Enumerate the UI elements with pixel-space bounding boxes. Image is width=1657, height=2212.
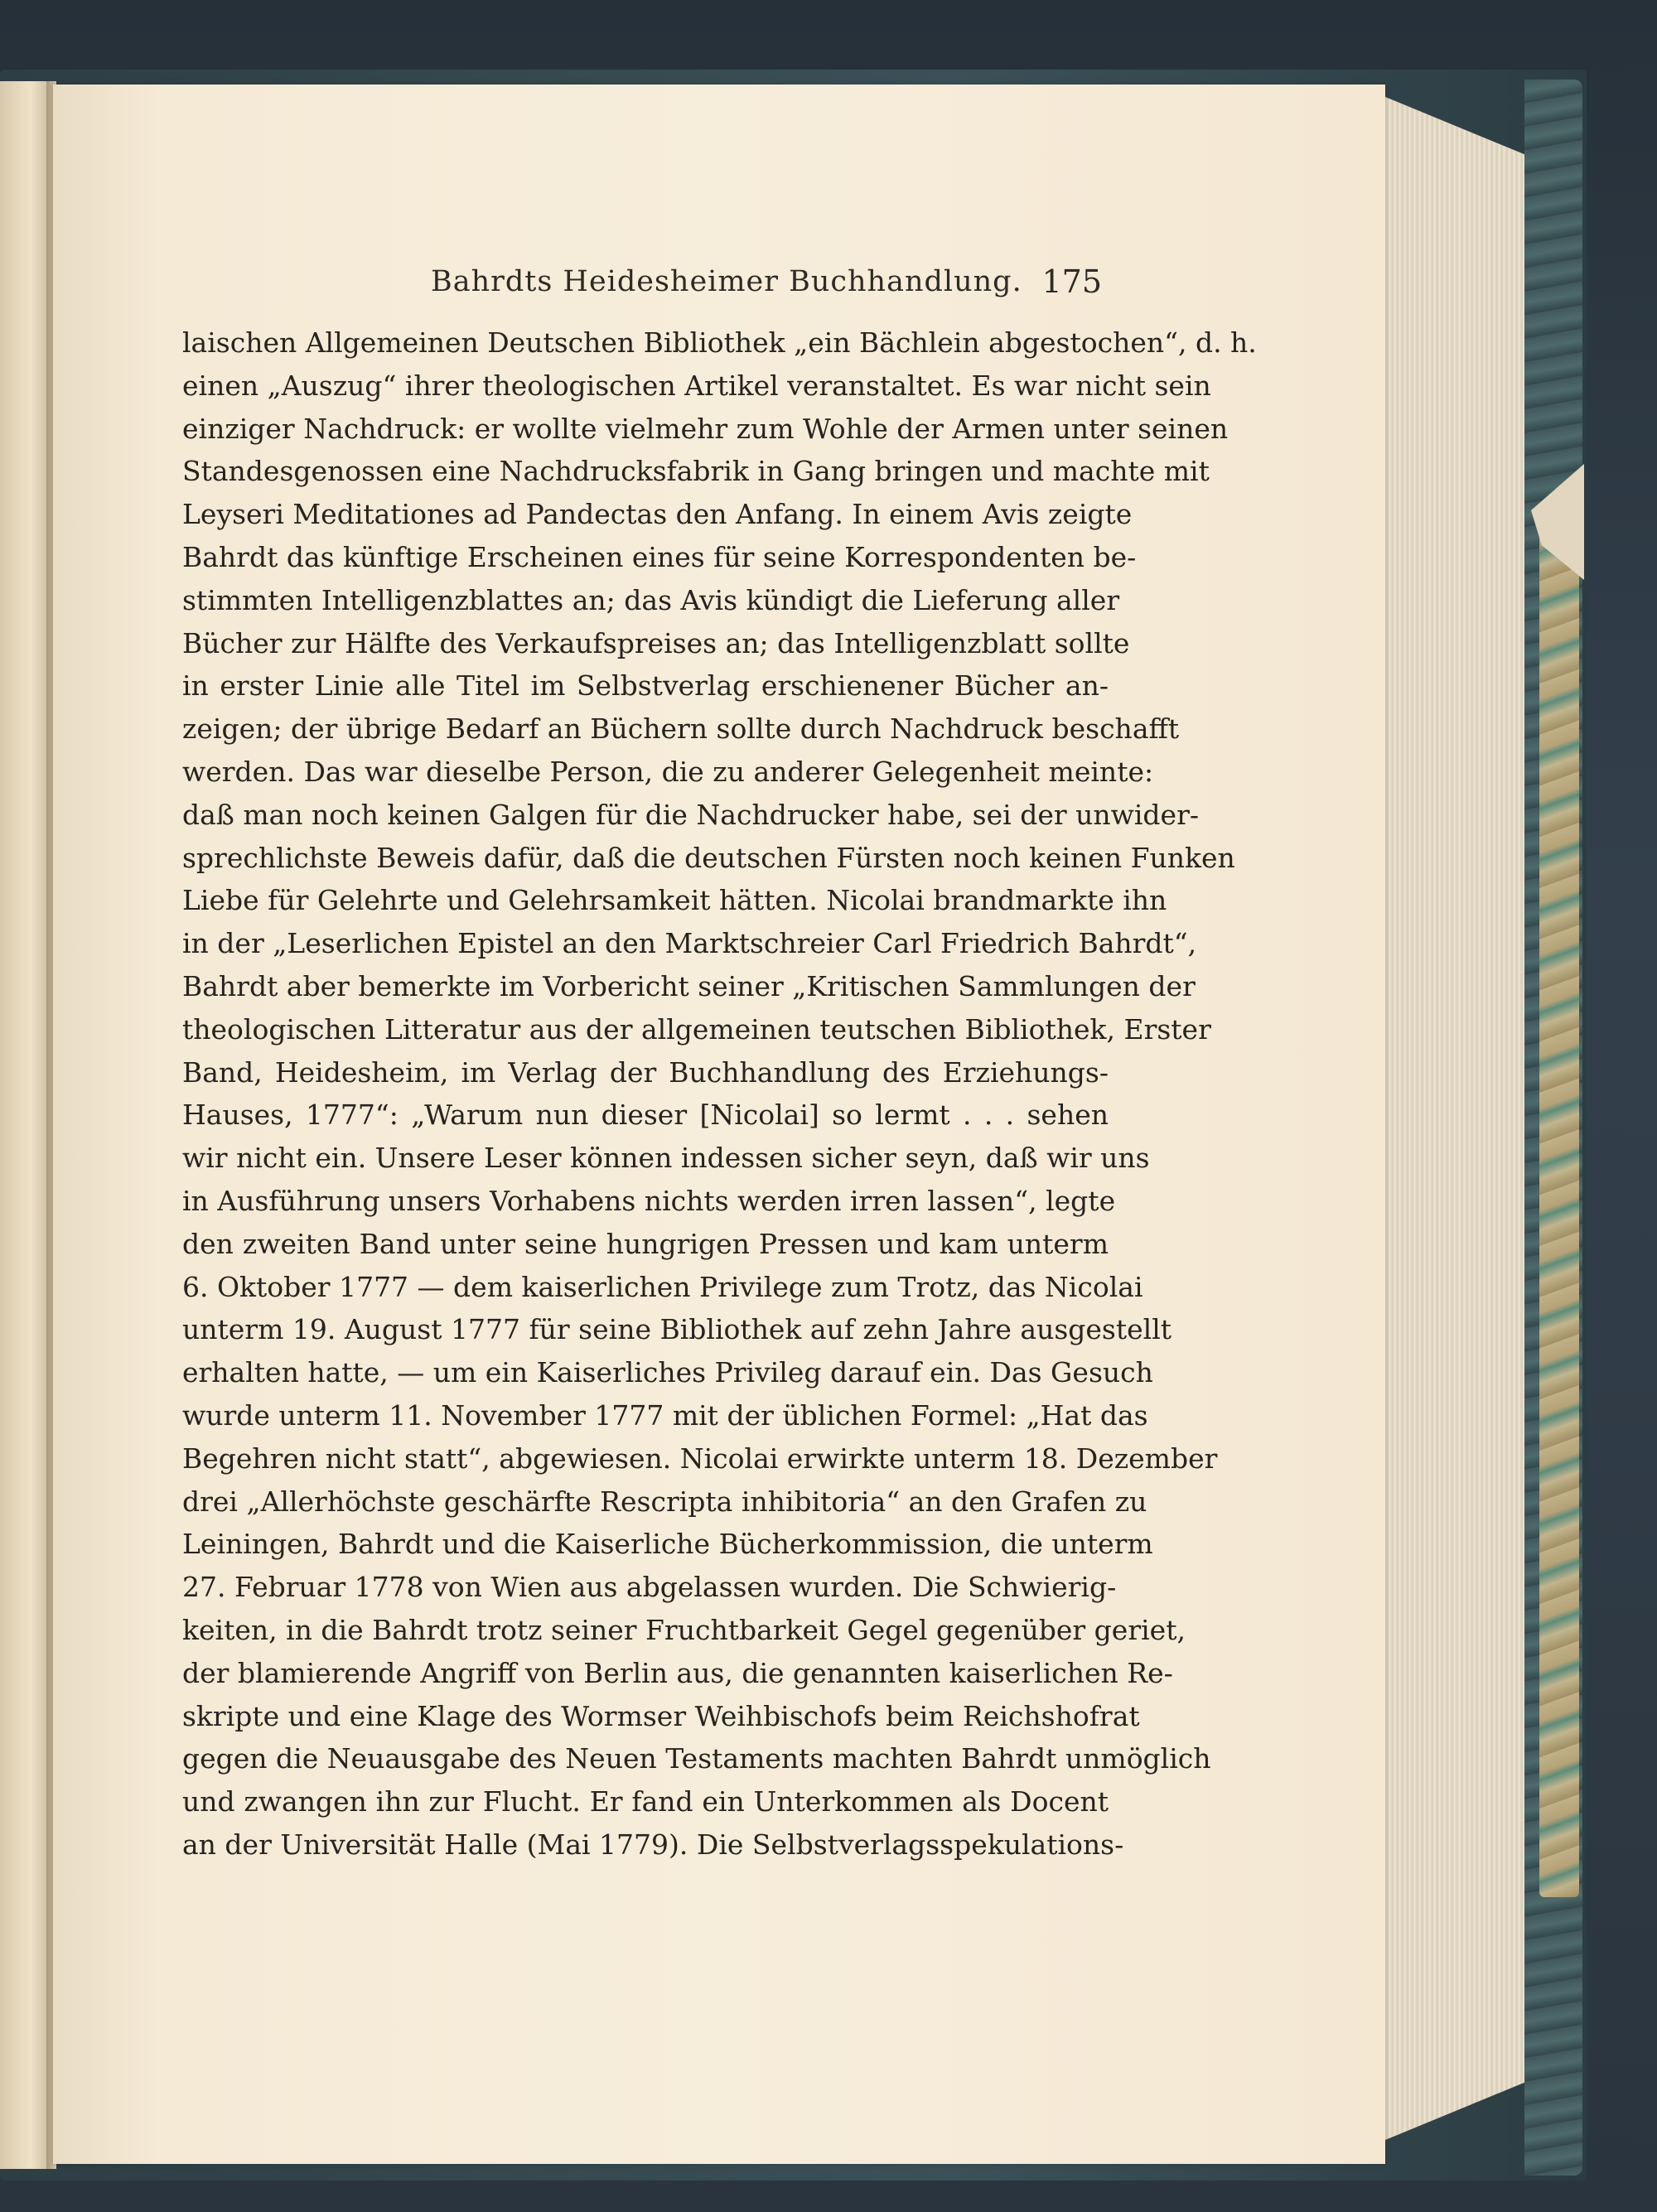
text-line: Standesgenossen eine Nachdrucksfabrik in Gang bringen und machte mit	[182, 455, 1210, 488]
text-line: Bücher zur Hälfte des Verkaufspreises an; das Intelligenzblatt sollte	[182, 626, 1130, 659]
page-block-edges	[1375, 93, 1524, 2144]
left-page-sliver	[0, 81, 51, 2169]
text-line: den zweiten Band unter seine hungrigen Pressen und kam unterm	[182, 1227, 1109, 1260]
marbled-endpaper	[1539, 530, 1579, 1897]
text-line: keiten, in die Bahrdt trotz seiner Fruchtbarkeit Gegel gegenüber geriet,	[182, 1613, 1186, 1646]
text-line: in erster Linie alle Titel im Selbstverlag erschienener Bücher an-	[182, 669, 1109, 703]
text-line: 6. Oktober 1777 — dem kaiserlichen Privilege zum Trotz, das Nicolai	[182, 1270, 1143, 1303]
text-line: und zwangen ihn zur Flucht. Er fand ein Unterkommen als Docent	[182, 1785, 1109, 1818]
text-line: gegen die Neuausgabe des Neuen Testaments machten Bahrdt unmöglich	[182, 1742, 1211, 1775]
text-line: Begehren nicht statt“, abgewiesen. Nicolai erwirkte unterm 18. Dezember	[182, 1442, 1218, 1475]
text-line: in Ausführung unsers Vorhabens nichts werden irren lassen“, legte	[182, 1184, 1116, 1217]
text-line: in der „Leserlichen Epistel an den Marktschreier Carl Friedrich Bahrdt“,	[182, 927, 1197, 960]
text-line: sprechlichste Beweis dafür, daß die deutschen Fürsten noch keinen Funken	[182, 841, 1235, 874]
text-line: Hauses, 1777“: „Warum nun dieser [Nicolai] so lermt . . . sehen	[182, 1099, 1109, 1132]
text-line: unterm 19. August 1777 für seine Bibliothek auf zehn Jahre ausgestellt	[182, 1313, 1172, 1346]
text-line: zeigen; der übrige Bedarf an Büchern sollte durch Nachdruck beschafft	[182, 712, 1180, 746]
text-line: wurde unterm 11. November 1777 mit der üblichen Formel: „Hat das	[182, 1398, 1148, 1432]
text-line: einen „Auszug“ ihrer theologischen Artikel veranstaltet. Es war nicht sein	[182, 369, 1211, 402]
running-head: Bahrdts Heidesheimer Buchhandlung.	[431, 265, 1022, 298]
body-text	[182, 321, 1257, 1867]
text-line: wir nicht ein. Unsere Leser können indessen sicher seyn, daß wir uns	[182, 1142, 1150, 1175]
text-line: laischen Allgemeinen Deutschen Bibliothek „ein Bächlein abgestochen“, d. h.	[182, 326, 1257, 359]
text-line: stimmten Intelligenzblattes an; das Avis kündigt die Lieferung aller	[182, 583, 1120, 616]
text-line: 27. Februar 1778 von Wien aus abgelassen wurden. Die Schwierig-	[182, 1571, 1117, 1604]
text-line: Liebe für Gelehrte und Gelehrsamkeit hätten. Nicolai brandmarkte ihn	[182, 884, 1167, 917]
text-line: der blamierende Angriff von Berlin aus, die genannten kaiserlichen Re-	[182, 1656, 1173, 1689]
text-line: werden. Das war dieselbe Person, die zu anderer Gelegenheit meinte:	[182, 755, 1154, 788]
text-line: Band, Heidesheim, im Verlag der Buchhandlung des Erziehungs-	[182, 1055, 1109, 1089]
text-line: Bahrdt aber bemerkte im Vorbericht seiner „Kritischen Sammlungen der	[182, 969, 1196, 1002]
text-line: an der Universität Halle (Mai 1779). Die Selbstverlagsspekulations-	[182, 1828, 1124, 1861]
text-line: drei „Allerhöchste geschärfte Rescripta inhibitoria“ an den Grafen zu	[182, 1485, 1147, 1518]
text-line: skripte und eine Klage des Wormser Weihbischofs beim Reichshofrat	[182, 1699, 1140, 1732]
text-line: einziger Nachdruck: er wollte vielmehr zum Wohle der Armen unter seinen	[182, 412, 1229, 445]
text-line: daß man noch keinen Galgen für die Nachdrucker habe, sei der unwider-	[182, 798, 1199, 831]
text-line: Bahrdt das künftige Erscheinen eines für seine Korrespondenten be-	[182, 540, 1137, 573]
text-line: erhalten hatte, — um ein Kaiserliches Privileg darauf ein. Das Gesuch	[182, 1356, 1153, 1389]
text-line: theologischen Litteratur aus der allgemeinen teutschen Bibliothek, Erster	[182, 1012, 1211, 1046]
text-line: Leiningen, Bahrdt und die Kaiserliche Bücherkommission, die unterm	[182, 1528, 1153, 1561]
page-number: 175	[1041, 263, 1102, 300]
text-line: Leyseri Meditationes ad Pandectas den Anfang. In einem Avis zeigte	[182, 498, 1133, 531]
